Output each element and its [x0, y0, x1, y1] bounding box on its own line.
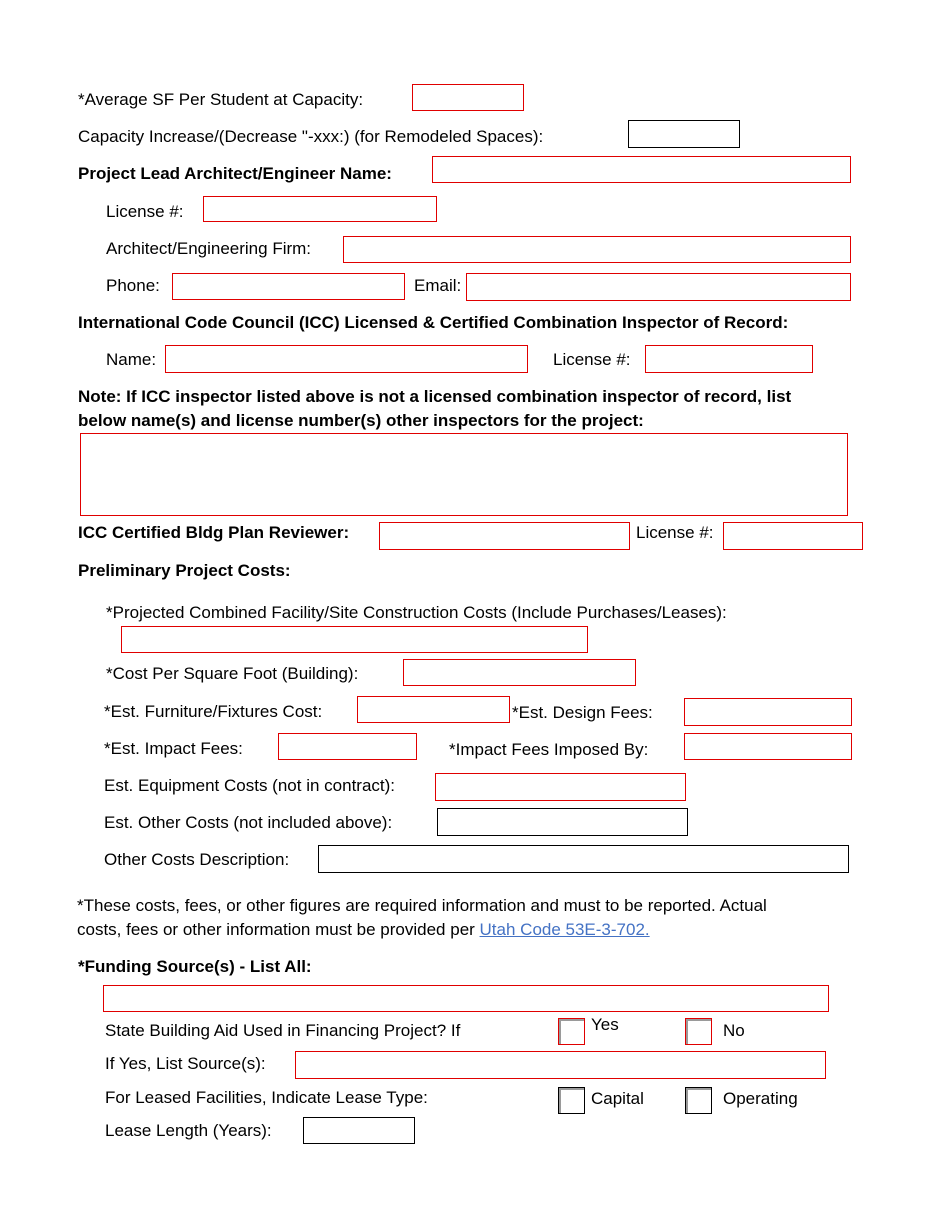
aid-yes-checkbox[interactable]	[558, 1018, 585, 1045]
architect-name-input[interactable]	[432, 156, 851, 183]
icc-license-input[interactable]	[645, 345, 813, 373]
capital-label: Capital	[591, 1089, 644, 1108]
funding-heading: *Funding Source(s) - List All:	[78, 957, 312, 976]
cost-per-sqft-input[interactable]	[403, 659, 636, 686]
phone-input[interactable]	[172, 273, 405, 300]
required-note-prefix: costs, fees or other information must be provided per	[77, 920, 480, 939]
other-desc-label: Other Costs Description:	[104, 850, 290, 869]
reviewer-license-label: License #:	[636, 523, 714, 542]
firm-label: Architect/Engineering Firm:	[106, 239, 312, 258]
capacity-label: Capacity Increase/(Decrease "-xxx:) (for Remodeled Spaces):	[78, 127, 544, 146]
aid-label: State Building Aid Used in Financing Project? If	[105, 1021, 461, 1040]
other-costs-label: Est. Other Costs (not included above):	[104, 813, 393, 832]
reviewer-label: ICC Certified Bldg Plan Reviewer:	[78, 523, 350, 542]
other-desc-input[interactable]	[318, 845, 849, 873]
lease-type-label: For Leased Facilities, Indicate Lease Type:	[105, 1088, 428, 1107]
impact-fees-label: *Est. Impact Fees:	[104, 739, 243, 758]
furniture-input[interactable]	[357, 696, 510, 723]
reviewer-input[interactable]	[379, 522, 630, 550]
sources-input[interactable]	[295, 1051, 826, 1079]
utah-code-link[interactable]: Utah Code 53E-3-702.	[479, 920, 650, 939]
impact-fees-input[interactable]	[278, 733, 417, 760]
equipment-input[interactable]	[435, 773, 686, 801]
other-costs-input[interactable]	[437, 808, 688, 836]
imposed-by-label: *Impact Fees Imposed By:	[449, 740, 649, 759]
cost-per-sqft-label: *Cost Per Square Foot (Building):	[106, 664, 359, 683]
capacity-input[interactable]	[628, 120, 740, 148]
operating-checkbox[interactable]	[685, 1087, 712, 1114]
costs-heading: Preliminary Project Costs:	[78, 561, 291, 580]
design-fees-input[interactable]	[684, 698, 852, 726]
firm-input[interactable]	[343, 236, 851, 263]
icc-heading: International Code Council (ICC) Licensed & Certified Combination Inspector of Record:	[78, 313, 789, 332]
sources-label: If Yes, List Source(s):	[105, 1054, 266, 1073]
lease-length-input[interactable]	[303, 1117, 415, 1144]
lease-length-label: Lease Length (Years):	[105, 1121, 272, 1140]
furniture-label: *Est. Furniture/Fixtures Cost:	[104, 702, 323, 721]
design-fees-label: *Est. Design Fees:	[512, 703, 653, 722]
aid-no-checkbox[interactable]	[685, 1018, 712, 1045]
avg-sf-label: *Average SF Per Student at Capacity:	[78, 90, 364, 109]
icc-name-input[interactable]	[165, 345, 528, 373]
icc-license-label: License #:	[553, 350, 631, 369]
projected-costs-input[interactable]	[121, 626, 588, 653]
required-note-line1: *These costs, fees, or other figures are required information and must to be reported. Actual	[77, 896, 767, 915]
email-label: Email:	[414, 276, 462, 295]
icc-note-line1: Note: If ICC inspector listed above is not a licensed combination inspector of record, list	[78, 387, 792, 406]
icc-note-line2: below name(s) and license number(s) other inspectors for the project:	[78, 411, 644, 430]
other-inspectors-textarea[interactable]	[80, 433, 848, 516]
architect-license-label: License #:	[106, 202, 184, 221]
email-input[interactable]	[466, 273, 851, 301]
architect-heading: Project Lead Architect/Engineer Name:	[78, 164, 392, 183]
required-note-line2	[77, 920, 650, 940]
projected-costs-label: *Projected Combined Facility/Site Construction Costs (Include Purchases/Leases):	[106, 603, 727, 622]
architect-license-input[interactable]	[203, 196, 437, 222]
reviewer-license-input[interactable]	[723, 522, 863, 550]
aid-no-label: No	[723, 1021, 745, 1040]
imposed-by-input[interactable]	[684, 733, 852, 760]
equipment-label: Est. Equipment Costs (not in contract):	[104, 776, 396, 795]
capital-checkbox[interactable]	[558, 1087, 585, 1114]
icc-name-label: Name:	[106, 350, 157, 369]
avg-sf-input[interactable]	[412, 84, 524, 111]
aid-yes-label: Yes	[591, 1015, 619, 1034]
operating-label: Operating	[723, 1089, 798, 1108]
phone-label: Phone:	[106, 276, 160, 295]
funding-sources-input[interactable]	[103, 985, 829, 1012]
